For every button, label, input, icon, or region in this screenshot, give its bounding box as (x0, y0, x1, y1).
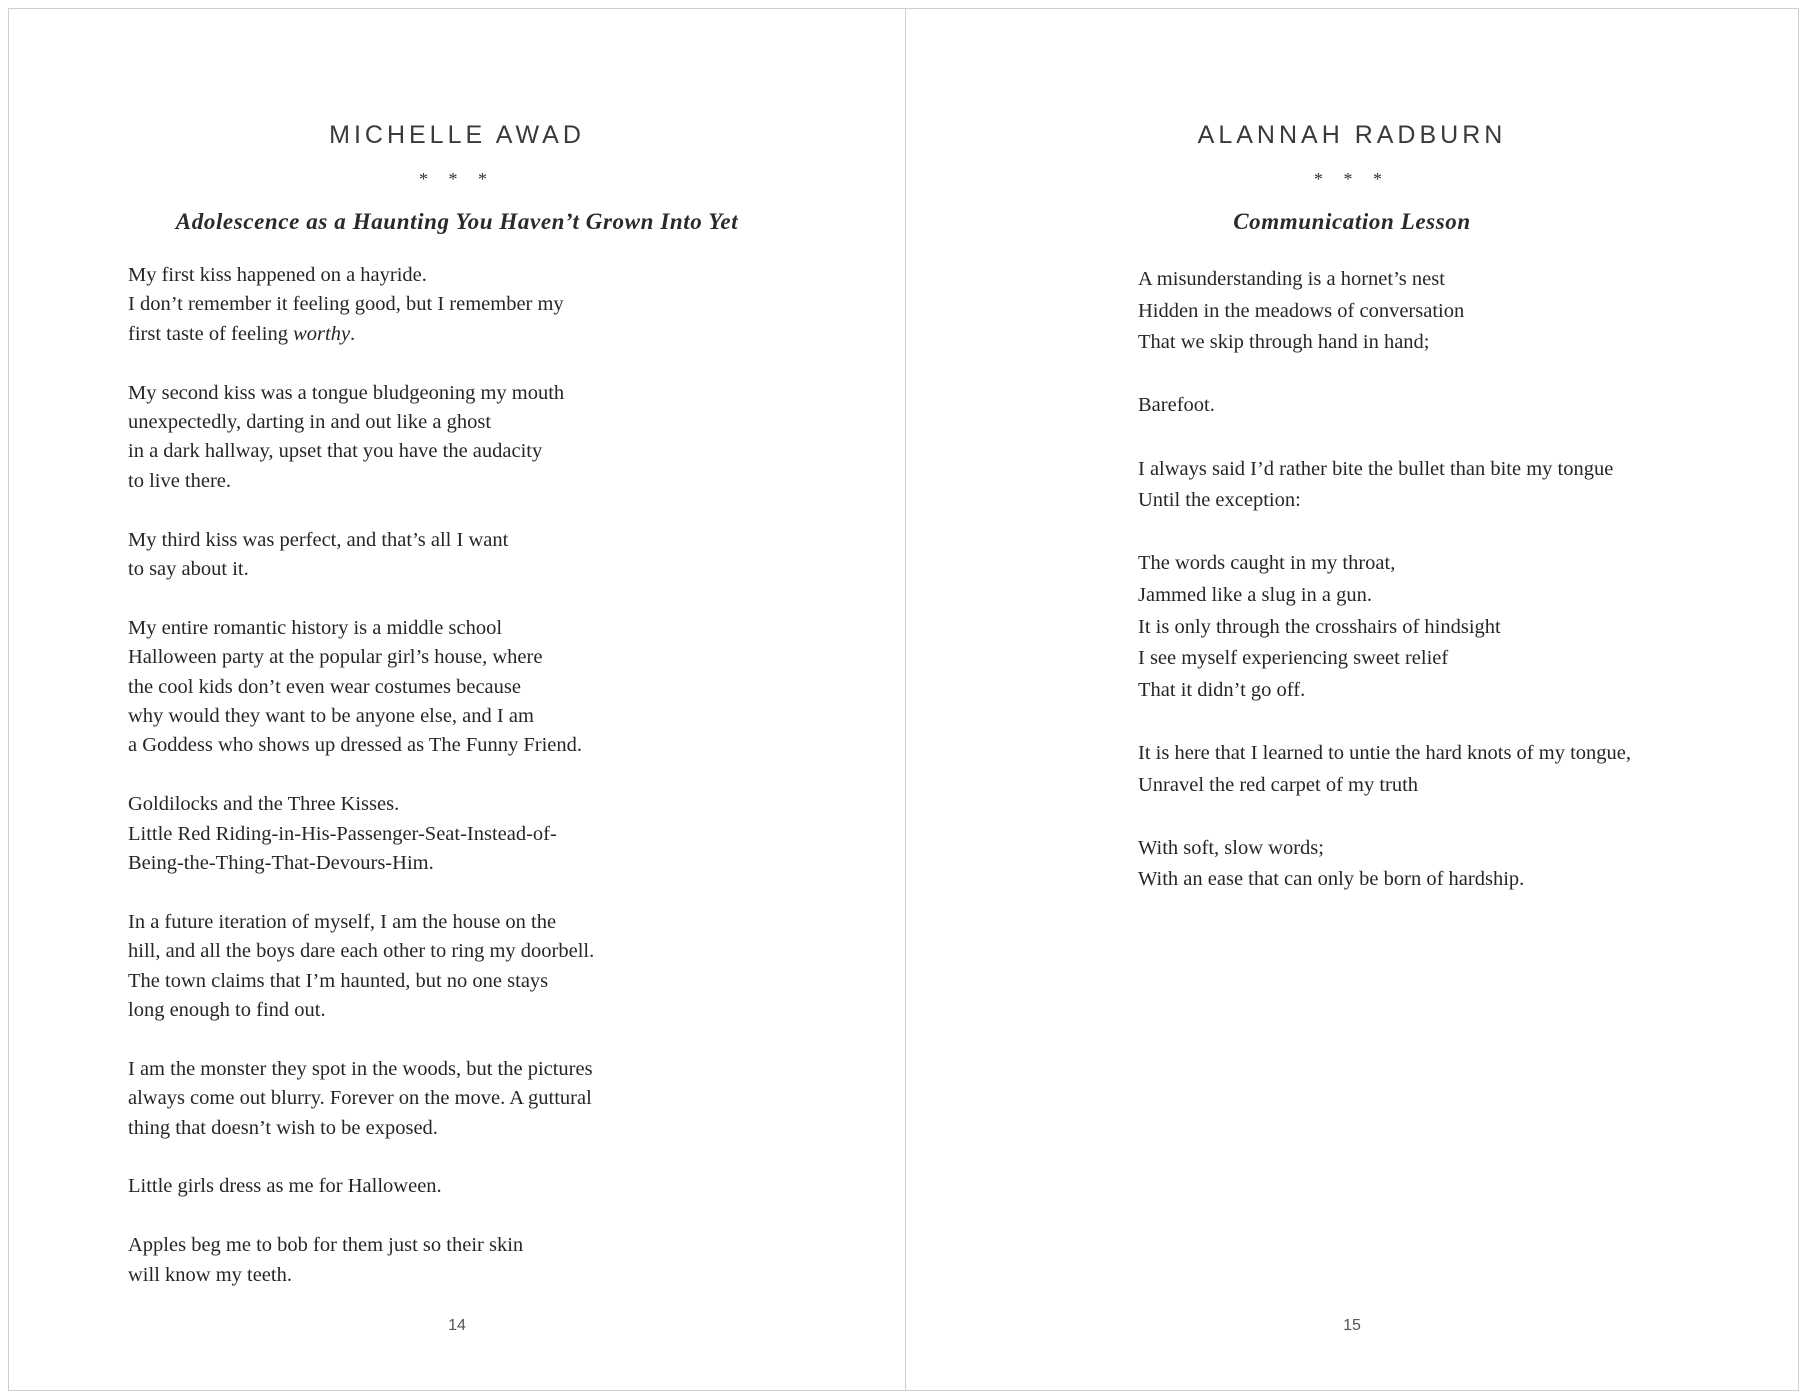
poem-line: In a future iteration of myself, I am the house on the (128, 910, 557, 933)
poem-line: I don’t remember it feeling good, but I remember my (128, 293, 564, 316)
page-number: 15 (1343, 1317, 1361, 1334)
poem-line: That it didn’t go off. (1138, 678, 1306, 701)
poem-line: Hidden in the meadows of conversation (1138, 299, 1465, 322)
poem-line: My first kiss happened on a hayride. (128, 264, 427, 286)
stanza (128, 614, 594, 761)
stanza (1138, 738, 1631, 801)
stanza (1138, 390, 1631, 422)
poem-title: Communication Lesson (1233, 209, 1471, 234)
poem-line: a Goddess who shows up dressed as The Funny Friend. (128, 734, 583, 757)
stanza (128, 526, 594, 585)
poem-line: Little girls dress as me for Halloween. (128, 1175, 442, 1198)
poem-line: It is here that I learned to untie the hard knots of my tongue, (1138, 741, 1632, 764)
poem-line: With soft, slow words; (1138, 836, 1324, 859)
poem-line: why would they want to be anyone else, and I am (128, 705, 534, 728)
poem-line: hill, and all the boys dare each other to ring my doorbell. (128, 940, 595, 963)
poem-line: A misunderstanding is a hornet’s nest (1138, 268, 1445, 290)
poem-line: Unravel the red carpet of my truth (1138, 773, 1419, 796)
poem-line: My entire romantic history is a middle school (128, 616, 503, 639)
poem-line: Jammed like a slug in a gun. (1138, 583, 1372, 606)
poem-line: first taste of feeling worthy. (128, 322, 356, 345)
poem-line: I see myself experiencing sweet relief (1138, 647, 1449, 670)
stanza (128, 908, 594, 1026)
poem-line: will know my teeth. (128, 1263, 292, 1286)
stanza (128, 790, 594, 878)
stanza (1138, 264, 1631, 359)
poem-line: to live there. (128, 469, 232, 492)
poem-line: Being-the-Thing-That-Devours-Him. (128, 852, 434, 875)
poem-line: The words caught in my throat, (1138, 552, 1396, 575)
poem-line: Barefoot. (1138, 394, 1215, 417)
poem-line: With an ease that can only be born of hardship. (1138, 868, 1525, 891)
poem-title: Adolescence as a Haunting You Haven’t Grown Into Yet (175, 209, 739, 234)
poem-body (128, 261, 594, 1319)
poem-line: I am the monster they spot in the woods, but the pictures (128, 1057, 593, 1080)
poem-line: My third kiss was perfect, and that’s all I want (128, 528, 509, 551)
poem-line: It is only through the crosshairs of hindsight (1138, 615, 1501, 638)
stanza (128, 1231, 594, 1290)
poem-line: always come out blurry. Forever on the move. A guttural (128, 1087, 592, 1110)
poem-line: in a dark hallway, upset that you have the audacity (128, 440, 543, 463)
stanza (1138, 548, 1631, 706)
stanza (1138, 454, 1631, 517)
ornament-stars: * * * (1314, 169, 1390, 189)
left-page (9, 9, 905, 1390)
stanza (128, 1055, 594, 1143)
author-name: ALANNAH RADBURN (1197, 121, 1507, 149)
poem-line: That we skip through hand in hand; (1138, 331, 1430, 354)
poem-line: long enough to find out. (128, 999, 326, 1022)
author-name: MICHELLE AWAD (329, 121, 585, 149)
poem-line: thing that doesn’t wish to be exposed. (128, 1116, 438, 1139)
poem-line: The town claims that I’m haunted, but no one stays (128, 969, 549, 992)
right-page (906, 9, 1798, 1390)
poem-line: the cool kids don’t even wear costumes because (128, 675, 521, 698)
poem-line: Until the exception: (1138, 489, 1301, 512)
poem-line: Little Red Riding-in-His-Passenger-Seat-Instead-of- (128, 822, 557, 845)
stanza (1138, 833, 1631, 896)
poem-line: Halloween party at the popular girl’s house, where (128, 646, 543, 669)
poem-line: to say about it. (128, 558, 249, 581)
poem-line: unexpectedly, darting in and out like a ghost (128, 411, 492, 434)
ornament-stars: * * * (419, 169, 495, 189)
poem-body (1138, 264, 1631, 927)
book-spread (8, 8, 1799, 1391)
poem-line: My second kiss was a tongue bludgeoning my mouth (128, 381, 565, 404)
stanza (128, 379, 594, 497)
poem-line: I always said I’d rather bite the bullet than bite my tongue (1138, 457, 1614, 480)
poem-line: Apples beg me to bob for them just so their skin (128, 1234, 524, 1257)
page-number: 14 (448, 1317, 466, 1334)
stanza (128, 1172, 594, 1201)
poem-line: Goldilocks and the Three Kisses. (128, 793, 400, 816)
stanza (128, 261, 594, 349)
